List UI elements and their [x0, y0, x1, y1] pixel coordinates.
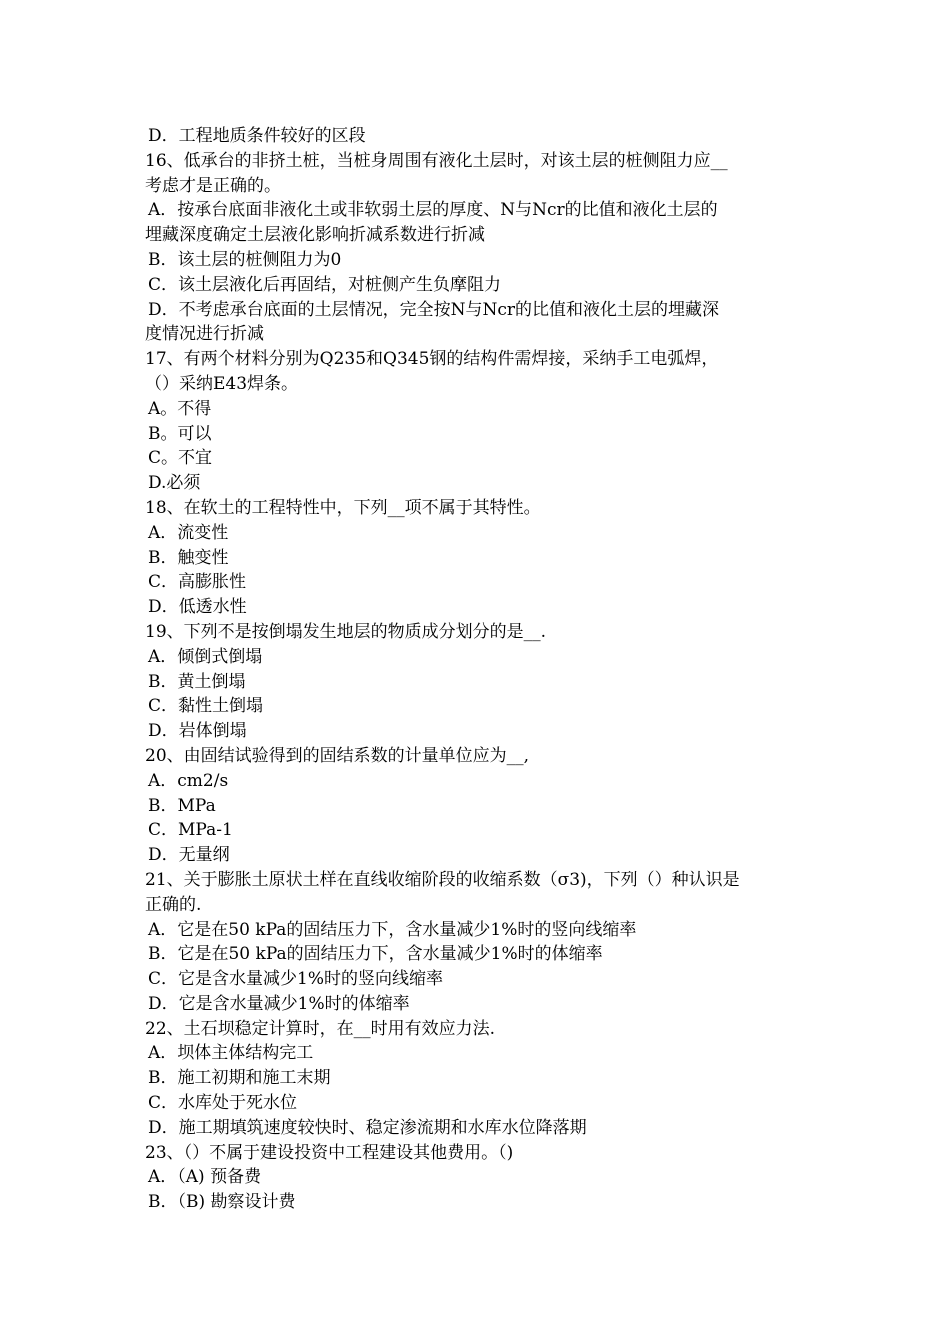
answer-option-line: D．工程地质条件较好的区段 [148, 126, 366, 146]
question-text-line: 18、在软土的工程特性中，下列__项不属于其特性。 [145, 497, 541, 518]
answer-option-line: D．岩体倒塌 [148, 721, 247, 742]
question-text-line: 度情况进行折减 [145, 324, 264, 345]
answer-option-line: A．流变性 [148, 522, 229, 543]
answer-option-line: C．MPa-1 [148, 820, 233, 841]
answer-option-line: C．水库处于死水位 [148, 1093, 298, 1114]
answer-option-line: C．该土层液化后再固结，对桩侧产生负摩阻力 [148, 274, 502, 295]
answer-option-line: C．黏性土倒塌 [148, 696, 264, 717]
answer-option-line: B．黄土倒塌 [148, 671, 246, 692]
question-text-line: 21、关于膨胀土原状土样在直线收缩阶段的收缩系数（σ3)，下列（）种认识是 [145, 869, 740, 890]
answer-option-line: A。不得 [148, 398, 212, 419]
question-text-line: 19、下列不是按倒塌发生地层的物质成分划分的是__. [145, 621, 547, 642]
question-text-line: 正确的. [145, 894, 202, 915]
answer-option-line: A．按承台底面非液化土或非软弱土层的厚度、N与Ncr的比值和液化土层的 [148, 200, 718, 221]
question-text-line: 考虑才是正确的。 [145, 175, 281, 196]
answer-option-line: A．倾倒式倒塌 [148, 646, 263, 667]
answer-option-line: D．它是含水量减少1%时的体缩率 [148, 993, 410, 1014]
answer-option-line: D．低透水性 [148, 597, 247, 618]
answer-option-line: B。可以 [148, 423, 212, 444]
question-text-line: 20、由固结试验得到的固结系数的计量单位应为__, [145, 745, 530, 766]
answer-option-line: D．不考虑承台底面的土层情况，完全按N与Ncr的比值和液化土层的埋藏深 [148, 299, 720, 320]
answer-option-line: C．它是含水量减少1%时的竖向线缩率 [148, 969, 443, 990]
answer-option-line: B．触变性 [148, 547, 229, 568]
question-text-line: （）采纳E43焊条。 [145, 373, 299, 394]
answer-option-line: B．它是在50 kPa的固结压力下，含水量减少1%时的体缩率 [148, 944, 603, 965]
question-text-line: 22、土石坝稳定计算时，在__时用有效应力法. [145, 1018, 496, 1039]
question-text-line: 17、有两个材料分别为Q235和Q345钢的结构件需焊接，采纳手工电弧焊， [145, 349, 719, 370]
answer-option-line: A．cm2/s [148, 770, 229, 791]
answer-option-line: A．（A) 预备费 [148, 1167, 262, 1188]
question-text-line: 埋藏深度确定土层液化影响折减系数进行折减 [145, 225, 485, 246]
answer-option-line: A．坝体主体结构完工 [148, 1043, 314, 1064]
answer-option-line: B．该土层的桩侧阻力为0 [148, 249, 342, 270]
document-page [145, 124, 813, 1215]
answer-option-line: D．无量纲 [148, 845, 230, 866]
answer-option-line: B．施工初期和施工末期 [148, 1068, 331, 1089]
question-text-line: 23、（）不属于建设投资中工程建设其他费用。（) [145, 1142, 514, 1163]
answer-option-line: B．（B) 勘察设计费 [148, 1192, 296, 1213]
answer-option-line: B．MPa [148, 795, 216, 816]
question-text-line: 16、低承台的非挤土桩，当桩身周围有液化土层时，对该土层的桩侧阻力应__ [145, 150, 728, 171]
answer-option-line: A．它是在50 kPa的固结压力下，含水量减少1%时的竖向线缩率 [148, 919, 637, 940]
answer-option-line: D.必须 [148, 473, 201, 494]
answer-option-line: C．高膨胀性 [148, 572, 247, 593]
answer-option-line: C。不宜 [148, 448, 213, 469]
answer-option-line: D．施工期填筑速度较快时、稳定渗流期和水库水位降落期 [148, 1117, 587, 1138]
